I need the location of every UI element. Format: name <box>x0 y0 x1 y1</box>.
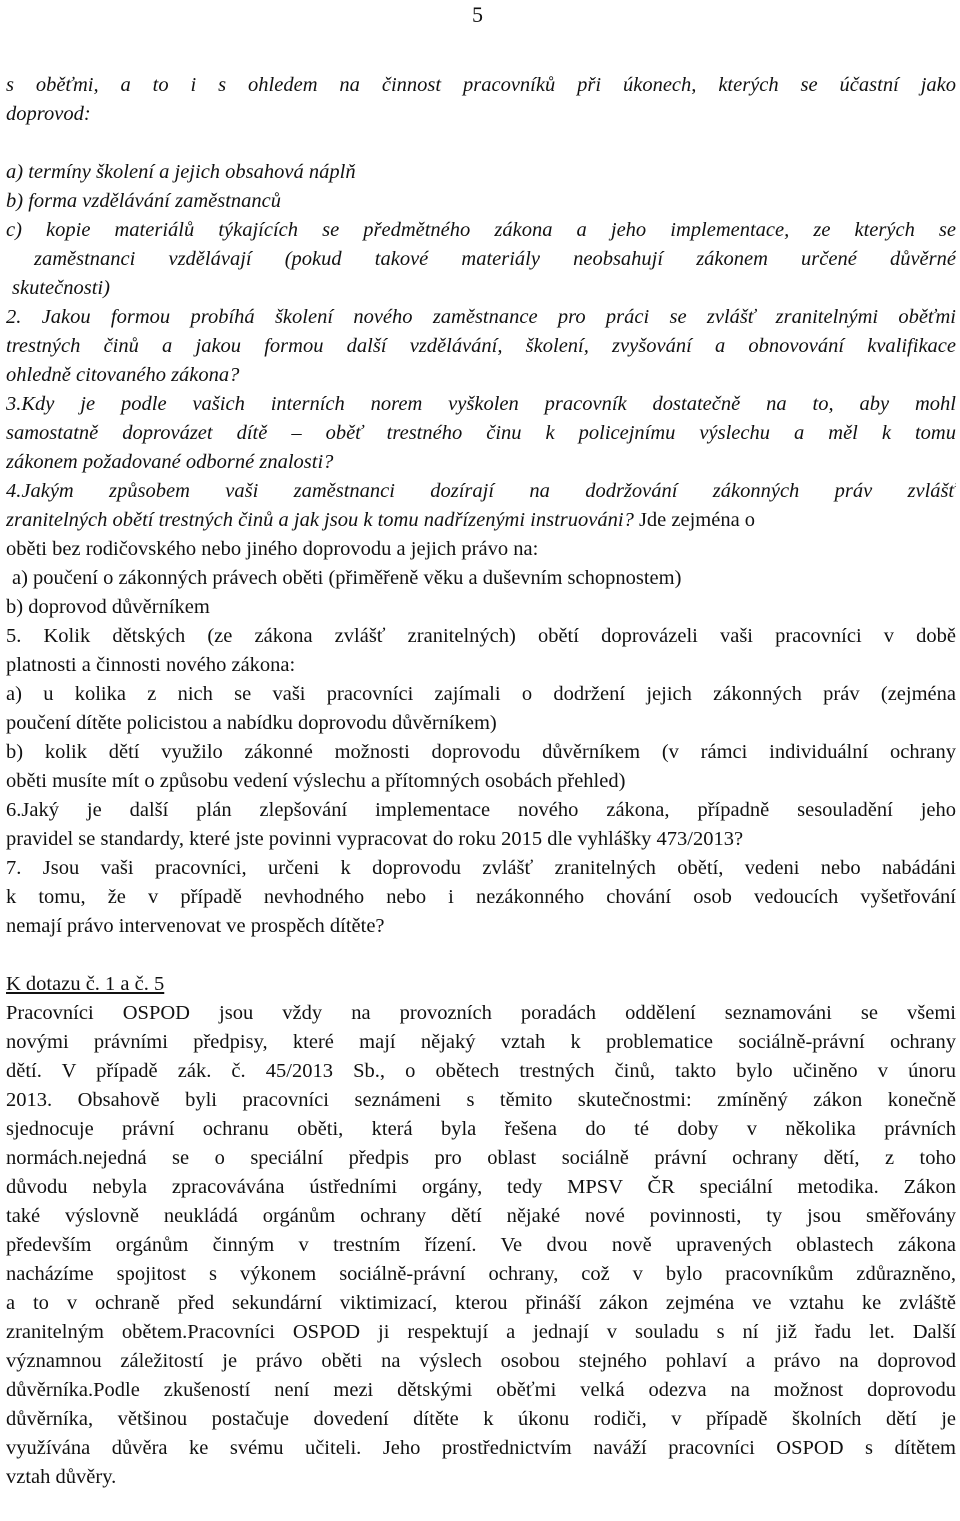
text-line: s oběťmi, a to i s ohledem na činnost pracovníků při úkonech, kterých se účastní jako <box>6 74 956 96</box>
document-body <box>6 71 956 1492</box>
text-line: ohledně citovaného zákona? <box>6 364 240 386</box>
text-line: oběti bez rodičovského nebo jiného doprovodu a jejich právo na: <box>6 538 539 560</box>
text-line: 5. Kolik dětských (ze zákona zvlášť zranitelných) obětí doprovázeli vaši pracovníci v době <box>6 625 956 647</box>
text-line: k tomu, že v případě nevhodného nebo i nezákonného chování osob vedoucích vyšetřování <box>6 886 956 908</box>
blank-line <box>6 941 956 970</box>
text-line: 7. Jsou vaši pracovníci, určeni k doprovodu zvlášť zranitelných obětí, vedeni nebo nabádáni <box>6 857 956 879</box>
text-line: také výslovně neukládá orgánům ochrany dětí nějaké nové povinnosti, ty jsou směřovány <box>6 1205 956 1227</box>
text-line: Pracovníci OSPOD jsou vždy na provozních poradách oddělení seznamováni se všemi <box>6 1002 956 1024</box>
list-item-continuation: skutečnosti) <box>12 277 110 299</box>
text-line: sjednocuje právní ochranu oběti, která byla řešena do té doby v několika právních <box>6 1118 956 1140</box>
question-2 <box>6 303 956 390</box>
list-item: b) doprovod důvěrníkem <box>6 596 210 618</box>
text-line: platnosti a činnosti nového zákona: <box>6 654 296 676</box>
text-line: 2. Jakou formou probíhá školení nového zaměstnance pro práci se zvlášť zranitelnými oběťmi <box>6 306 956 328</box>
text-line: především orgánům činným v trestním řízení. Ve dvou nově upravených oblastech zákona <box>6 1234 956 1256</box>
list-item: a) u kolika z nich se vaši pracovníci zajímali o dodržení jejich zákonných práv (zejména <box>6 683 956 705</box>
text-line: zákonem požadované odborné znalosti? <box>6 451 334 473</box>
list-item: c) kopie materiálů týkajících se předmětného zákona a jeho implementace, ze kterých se <box>6 219 956 241</box>
text-line: pravidel se standardy, které jste povinni vypracovat do roku 2015 dle vyhlášky 473/2013? <box>6 828 744 850</box>
intro-paragraph <box>6 71 956 129</box>
question-5 <box>6 622 956 796</box>
page-number: 5 <box>472 2 483 27</box>
text-line: dětí. V případě zák. č. 45/2013 Sb., o obětech trestných činů, takto bylo učiněno v únoru <box>6 1060 956 1082</box>
question-7 <box>6 854 956 941</box>
text-line: 3.Kdy je podle vašich interních norem vyškolen pracovník dostatečně na to, aby mohl <box>6 393 956 415</box>
text-line: vztah důvěry. <box>6 1466 117 1488</box>
answer-heading-text: K dotazu č. 1 a č. 5 <box>6 973 165 995</box>
list-item: b) forma vzdělávání zaměstnanců <box>6 190 281 212</box>
list-item: a) poučení o zákonných právech oběti (přiměřeně věku a duševním schopnostem) <box>12 567 682 589</box>
text-line: 4.Jakým způsobem vaši zaměstnanci dozírají na dodržování zákonných práv zvlášť <box>6 480 956 502</box>
answer-heading <box>6 970 956 999</box>
list-item-continuation: oběti musíte mít o způsobu vedení výslechu a přítomných osobách přehled) <box>6 770 626 792</box>
text-line: samostatně doprovázet dítě – oběť trestného činu k policejnímu výslechu a měl k tomu <box>6 422 956 444</box>
list-item-continuation: zaměstnanci vzdělávají (pokud takové materiály neobsahují zákonem určené důvěrné <box>34 248 956 270</box>
text-line: trestných činů a jakou formou další vzdělávání, školení, zvyšování a obnovování kvalifikace <box>6 335 956 357</box>
text-line: využívána důvěra ke svému učiteli. Jeho prostřednictvím naváží pracovníci OSPOD s dítětem <box>6 1437 956 1459</box>
text-line: zranitelným obětem.Pracovníci OSPOD ji respektují a jednají v souladu s ní již řadu let. Další <box>6 1321 956 1343</box>
question-3 <box>6 390 956 477</box>
text-line: 6.Jaký je další plán zlepšování implementace nového zákona, případně sesouladění jeho <box>6 799 956 821</box>
text-line: důvěrníka.Podle zkušeností není mezi dětskými oběťmi velká odezva na možnost doprovodu <box>6 1379 956 1401</box>
list-item: a) termíny školení a jejich obsahová náplň <box>6 161 356 183</box>
blank-line <box>6 129 956 158</box>
text-line: významnou záležitostí je právo oběti na výslech osobou stejného pohlaví a právo na doprovod <box>6 1350 956 1372</box>
text-line: normách.nejedná se o speciální předpis pro oblast sociálně právní ochrany dětí, z toho <box>6 1147 956 1169</box>
answer-paragraph <box>6 999 956 1492</box>
text-line: nacházíme spojitost s výkonem sociálně-právní ochrany, což v bylo pracovníkům zdůrazněno, <box>6 1263 956 1285</box>
text-line: nemají právo intervenovat ve prospěch dítěte? <box>6 915 385 937</box>
question-4 <box>6 477 956 622</box>
list-item: b) kolik dětí využilo zákonné možnosti doprovodu důvěrníkem (v rámci individuální ochrany <box>6 741 956 763</box>
list-item-continuation: poučení dítěte policistou a nabídku doprovodu důvěrníkem) <box>6 712 497 734</box>
question-6 <box>6 796 956 854</box>
text-line: novými právními předpisy, které mají nějaký vztah k problematice sociálně-právní ochrany <box>6 1031 956 1053</box>
question-1-list <box>6 158 956 303</box>
text-line: doprovod: <box>6 103 91 125</box>
text-line: důvodu nebyla zpracovávána ústředními orgány, tedy MPSV ČR speciální metodika. Zákon <box>6 1176 956 1198</box>
text-line: a to v ochraně před sekundární viktimizací, kterou přináší zákon zejména ve vztahu ke zvláště <box>6 1292 956 1314</box>
text-line: důvěrníka, většinou postačuje dovedení dítěte k úkonu rodiči, v případě školních dětí je <box>6 1408 956 1430</box>
text-line: 2013. Obsahově byli pracovníci seznámeni s těmito skutečnostmi: zmíněný zákon konečně <box>6 1089 956 1111</box>
text-line <box>6 506 956 535</box>
text-italic-part: zranitelných obětí trestných činů a jak jsou k tomu nadřízenými instruováni? <box>6 509 634 531</box>
text-normal-part: Jde zejména o <box>633 509 756 531</box>
